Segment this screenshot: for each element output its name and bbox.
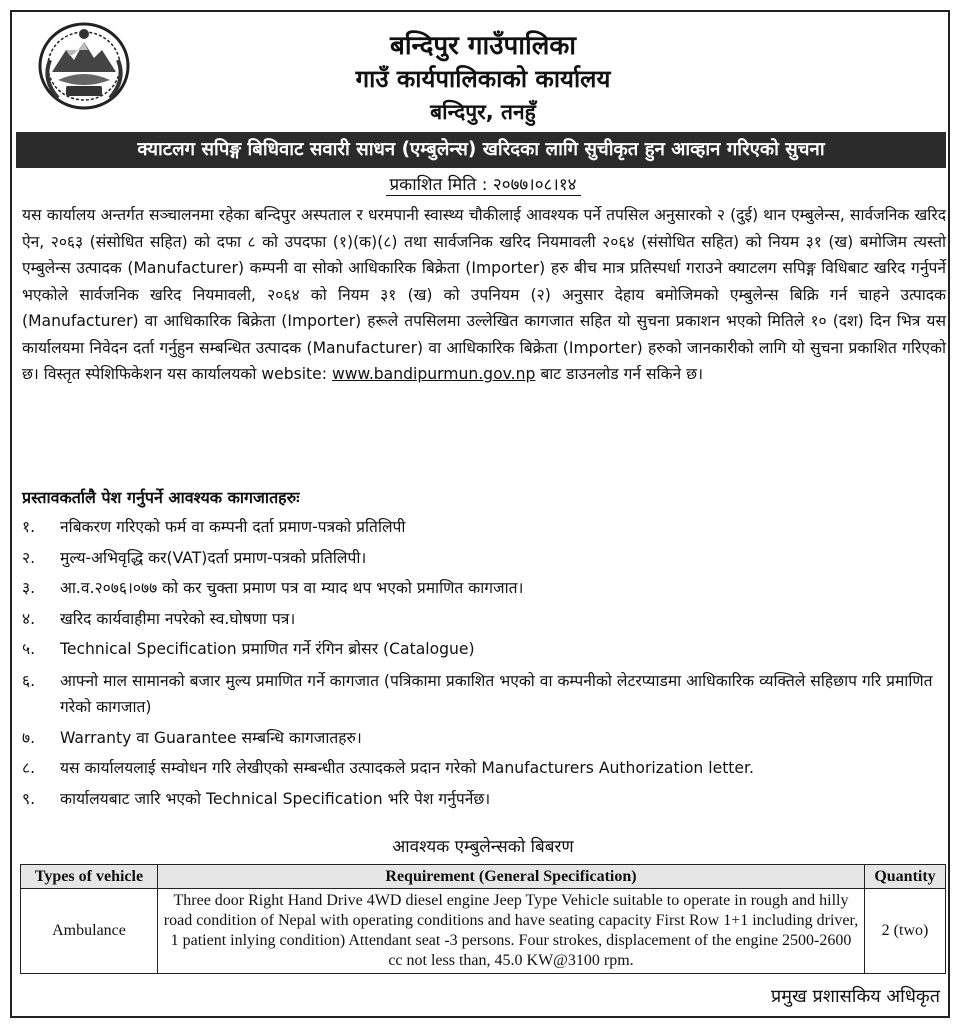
list-item [22, 726, 946, 757]
list-item [22, 515, 946, 546]
list-item [22, 756, 946, 787]
item-text: आ.व.२०७६।०७७ को कर चुक्ता प्रमाण पत्र वा म्याद थप भएको प्रमाणित कागजात। [60, 579, 524, 597]
list-item [22, 668, 946, 726]
item-number: ४. [22, 609, 36, 628]
list-item [22, 576, 946, 607]
publish-date-value: २०७७।०८।१४ [492, 175, 577, 195]
publish-date [0, 172, 966, 195]
col-header-quantity: Quantity [865, 865, 946, 889]
body-text: यस कार्यालय अन्तर्गत सञ्चालनमा रहेका बन्दिपुर अस्पताल र धरमपानी स्वास्थ्य चौकीलाई आवश्यक पर्ने तपसिल अनुसारको २ (दुई) थान एम्बुलेन्स, सार्वजनिक खरिद ऐन, २०६३ (संसोधित सहित) को दफा ८ को उपदफा (१)(क)(८) तथा सार्वजनिक खरिद नियमावली २०६४ (संसोधित सहित) को नियम ३१ (ख) बमोजिम त्यस्तो एम्बुलेन्स उत्पादक (Manufacturer) कम्पनी वा सोको आधिकारिक बिक्रेता (Importer) हरु बीच मात्र प्रतिस्पर्धा गराउने क्याटलग सपिङ्ग विधिबाट खरिद गर्नुपर्ने भएकोले सार्वजनिक खरिद नियमावली, २०६४ को नियम ३१ (ख) को उपनियम (२) अनुसार देहाय बमोजिमको एम्बुलेन्स बिक्रि गर्न चाहने उत्पादक (Manufacturer) वा आधिकारिक बिक्रेता (Importer) हरूले तपसिलमा उल्लेखित कागजात सहित यो सुचना प्रकाशन भएको मितिले १० (दश) दिन भित्र यस कार्यालयमा निवेदन दर्ता गर्नुहुन सम्बन्धित उत्पादक (Manufacturer) वा आधिकारिक बिक्रेता (Importer) हरुको जानकारीको लागि यो सुचना प्रकाशित गरिएको छ। विस्तृत स्पेशिफिकेशन यस कार्यालयको website: [22, 206, 947, 383]
office-name: गाउँ कार्यपालिकाको कार्यालय [355, 65, 611, 93]
signatory-title: प्रमुख प्रशासकिय अधिकृत [771, 986, 940, 1007]
notice-body [22, 202, 946, 388]
item-text: मुल्य-अभिवृद्धि कर(VAT)दर्ता प्रमाण-पत्रको प्रतिलिपी। [60, 548, 367, 567]
website-link[interactable]: www.bandipurmun.gov.np [332, 365, 536, 383]
cell-type: Ambulance [21, 889, 158, 974]
table-row [21, 889, 946, 974]
table-header-row [21, 865, 946, 889]
item-text: Technical Specification प्रमाणित गर्ने रंगिन ब्रोसर (Catalogue) [60, 640, 475, 658]
item-text: खरिद कार्यवाहीमा नपरेको स्व.घोषणा पत्र। [60, 609, 296, 628]
col-header-type: Types of vehicle [21, 865, 158, 889]
notice-title: क्याटलग सपिङ्ग बिधिवाट सवारी साधन (एम्बुलेन्स) खरिदका लागि सुचीकृत हुन आव्हान गरिएको सुचना [16, 132, 946, 168]
body-text-end: बाट डाउनलोड गर्न सकिने छ। [540, 365, 704, 383]
item-number: ८. [22, 759, 36, 777]
publish-date-label: प्रकाशित मिति : [389, 175, 488, 195]
list-item [22, 637, 946, 668]
item-number: ५. [22, 640, 36, 658]
item-text: आफ्नो माल सामानको बजार मुल्य प्रमाणित गर्ने कागजात (पत्रिकामा प्रकाशित भएको वा कम्पनीको लेटरप्याडमा आधिकारिक व्यक्तिले सहिछाप गरि प्रमाणित गरेको कागजात) [60, 671, 933, 716]
item-text: नबिकरण गरिएको फर्म वा कम्पनी दर्ता प्रमाण-पत्रको प्रतिलिपी [60, 518, 406, 536]
list-item [22, 546, 946, 577]
item-text: यस कार्यालयलाई सम्वोधन गरि लेखीएको सम्बन्धीत उत्पादकले प्रदान गरेको Manufacturers Authorization letter. [60, 759, 754, 777]
item-number: २. [22, 548, 36, 567]
table-title: आवश्यक एम्बुलेन्सको बिबरण [392, 837, 574, 857]
documents-heading: प्रस्तावकर्तालै पेश गर्नुपर्ने आवश्यक कागजातहरुः [22, 488, 300, 507]
item-number: ३. [22, 579, 36, 597]
item-number: ७. [22, 728, 36, 747]
col-header-requirement: Requirement (General Specification) [158, 865, 865, 889]
municipality-name: बन्दिपुर गाउँपालिका [389, 31, 577, 61]
item-number: ९. [22, 789, 36, 808]
vehicle-spec-table [20, 864, 946, 974]
list-item [22, 787, 946, 818]
item-number: १. [22, 518, 36, 536]
documents-list [22, 515, 946, 817]
cell-quantity: 2 (two) [865, 889, 946, 974]
cell-requirement: Three door Right Hand Drive 4WD diesel engine Jeep Type Vehicle suitable to operate in rough and hilly road condition of Nepal with operating conditions and have seating capacity First Row 1+1 including driver, 1 patient inlying condition) Attendant seat -3 persons. Four strokes, displacement of the engine 2500-2600 cc not less than, 45.0 KW@3100 rpm. [158, 889, 865, 974]
item-number: ६. [22, 671, 36, 690]
item-text: कार्यालयबाट जारि भएको Technical Specification भरि पेश गर्नुपर्नेछ। [60, 789, 491, 808]
item-text: Warranty वा Guarantee सम्बन्धि कागजातहरु। [60, 728, 362, 747]
list-item [22, 607, 946, 638]
office-address: बन्दिपुर, तनहुँ [430, 100, 536, 124]
